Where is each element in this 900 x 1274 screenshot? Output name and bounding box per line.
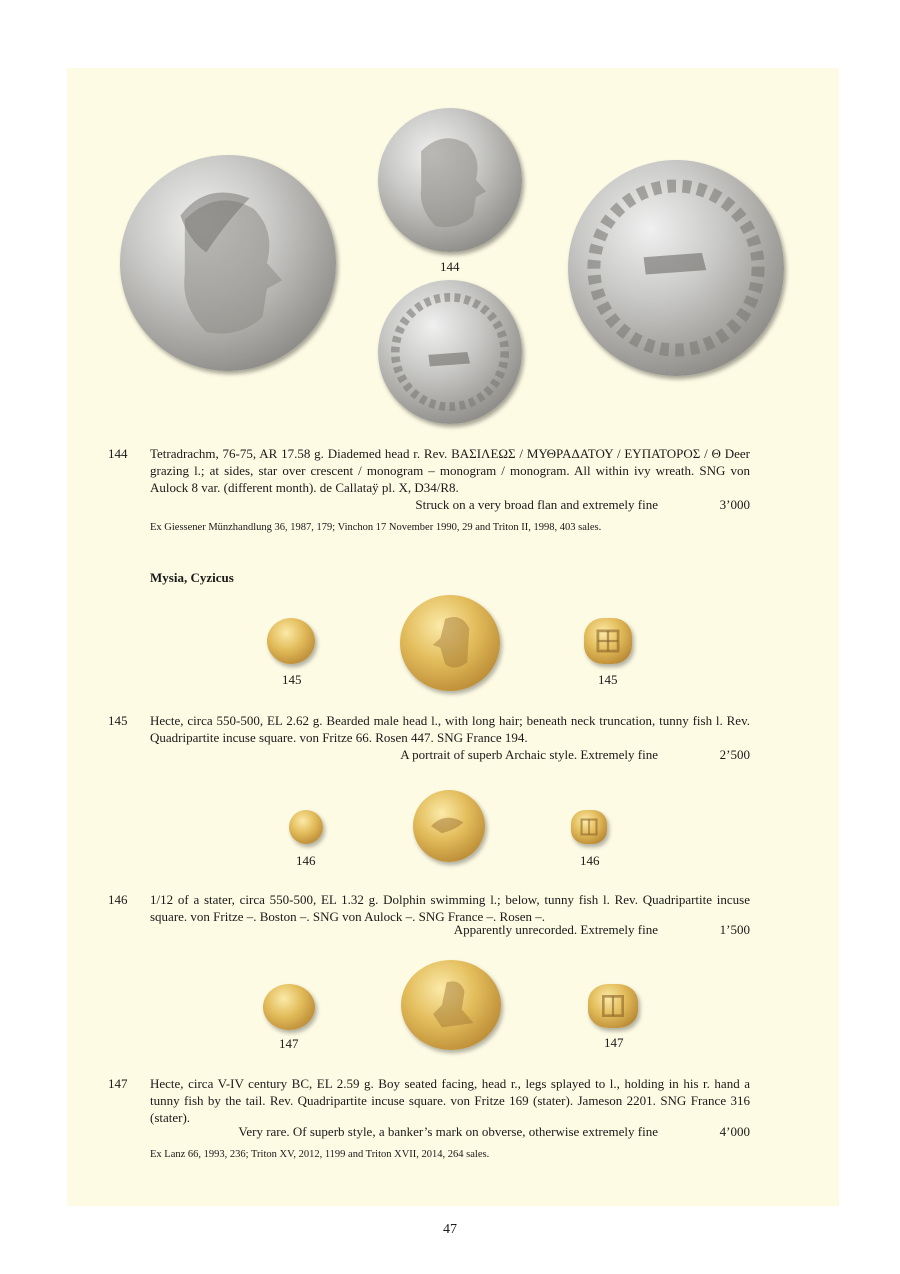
lot-condition: A portrait of superb Archaic style. Extremely fine	[400, 747, 658, 762]
lot-condition: Very rare. Of superb style, a banker’s mark on obverse, otherwise extremely fine	[238, 1124, 658, 1139]
coin-144-obverse-small	[378, 108, 522, 252]
photo-label: 147	[604, 1035, 624, 1050]
section-heading: Mysia, Cyzicus	[150, 570, 234, 585]
lot-145	[108, 712, 750, 764]
lot-number: 145	[108, 713, 128, 728]
lot-provenance: Ex Giessener Münzhandlung 36, 1987, 179; Vinchon 17 November 1990, 29 and Triton II, 1998, 403 sales.	[150, 522, 602, 533]
lot-144	[108, 445, 750, 513]
photo-label: 147	[279, 1036, 299, 1051]
coin-146-reverse	[571, 810, 607, 844]
photo-label: 146	[580, 853, 600, 868]
coin-146-obverse-small	[289, 810, 323, 844]
lot-description: 1/12 of a stater, circa 550-500, EL 1.32 g. Dolphin swimming l.; below, tunny fish l. Rev. Quadripartite incuse square. von Fritze –. Boston –. SNG von Aulock –. SNG France –. Rosen –.	[150, 892, 750, 924]
lot-provenance: Ex Lanz 66, 1993, 236; Triton XV, 2012, 1199 and Triton XVII, 2014, 264 sales.	[150, 1149, 490, 1160]
coin-145-reverse	[584, 618, 632, 664]
lot-number: 147	[108, 1076, 128, 1091]
lot-description: Hecte, circa V-IV century BC, EL 2.59 g. Boy seated facing, head r., legs splayed to l., holding in his r. hand a tunny fish by the tail. Rev. Quadripartite incuse square. von Fritze 169 (stater). Jameson 2201. SNG France 316 (stater).	[150, 1076, 750, 1125]
lot-price: 2’500	[719, 747, 750, 762]
lot-147	[108, 1075, 750, 1145]
lot-description: Tetradrachm, 76-75, AR 17.58 g. Diademed head r. Rev. ΒΑΣΙΛΕΩΣ / ΜΥΘΡΑΔΑΤΟΥ / ΕΥΠΑΤΟΡΟΣ / Θ Deer grazing l.; at sides, star over crescent / monogram – monogram / monogram. All within ivy wreath. SNG von Aulock 8 var. (different month). de Callataÿ pl. X, D34/R8.	[150, 446, 750, 495]
coin-145-obverse-large	[400, 595, 500, 691]
coin-146-obverse-large	[413, 790, 485, 862]
photo-label: 146	[296, 853, 316, 868]
photo-label: 144	[440, 259, 460, 274]
coin-145-obverse-small	[267, 618, 315, 664]
coin-144-reverse-large	[568, 160, 784, 376]
lot-description: Hecte, circa 550-500, EL 2.62 g. Bearded male head l., with long hair; beneath neck truncation, tunny fish l. Rev. Quadripartite incuse square. von Fritze 66. Rosen 447. SNG France 194.	[150, 713, 750, 745]
coin-144-reverse-small	[378, 280, 522, 424]
lot-number: 144	[108, 446, 128, 461]
lot-price: 1’500	[719, 922, 750, 937]
page-number: 47	[443, 1222, 457, 1237]
coin-147-obverse-small	[263, 984, 315, 1030]
photo-label: 145	[598, 672, 618, 687]
coin-144-obverse-large	[120, 155, 336, 371]
lot-condition: Apparently unrecorded. Extremely fine	[453, 922, 658, 937]
lot-146	[108, 891, 750, 943]
coin-147-reverse	[588, 984, 638, 1028]
lot-condition: Struck on a very broad flan and extremely fine	[415, 497, 658, 512]
coin-147-obverse-large	[401, 960, 501, 1050]
lot-price: 4’000	[719, 1124, 750, 1139]
lot-number: 146	[108, 892, 128, 907]
lot-price: 3’000	[719, 497, 750, 512]
photo-label: 145	[282, 672, 302, 687]
